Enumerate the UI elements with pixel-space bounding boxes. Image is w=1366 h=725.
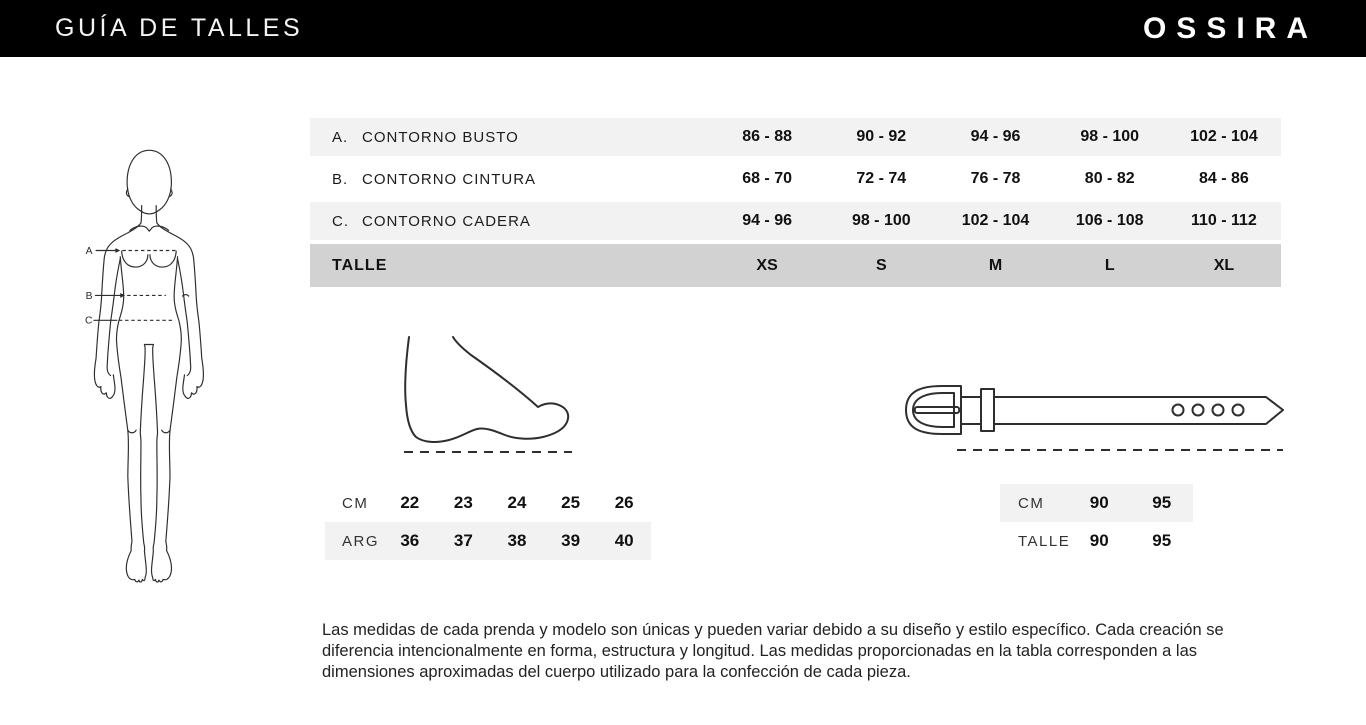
size-row	[310, 244, 1281, 287]
belt-keeper	[981, 389, 994, 431]
cell-value: 68 - 70	[742, 170, 792, 187]
cell-value: 110 - 112	[1190, 212, 1257, 229]
cell-value: 98 - 100	[851, 212, 911, 229]
header-bar	[0, 0, 1366, 57]
cell-value: 37	[453, 531, 473, 550]
cell-value: 23	[453, 493, 473, 512]
row-label: CONTORNO BUSTO	[362, 128, 519, 146]
cell-value: 98 - 100	[1080, 128, 1140, 145]
size-row-label: TALLE	[332, 256, 388, 274]
cell-value: 95	[1152, 531, 1172, 550]
figure-left-arm	[94, 206, 141, 399]
belt-hole	[1173, 405, 1184, 416]
cell-value: 94 - 96	[742, 212, 792, 229]
table-row	[325, 522, 651, 560]
cell-value: 94 - 96	[970, 128, 1021, 145]
foot-outline	[405, 337, 568, 442]
row-label: CM	[342, 494, 369, 512]
size-value: XL	[1213, 256, 1235, 274]
cell-value: 90	[1089, 531, 1109, 550]
belt-size-table	[1000, 484, 1193, 560]
cell-value: 24	[507, 493, 527, 512]
foot-illustration	[395, 330, 580, 460]
cell-value: 102 - 104	[1190, 128, 1258, 145]
belt-illustration	[900, 378, 1292, 458]
shoe-size-table	[325, 484, 651, 560]
size-table	[310, 118, 1281, 287]
table-row	[1000, 522, 1193, 560]
row-label: CM	[1018, 494, 1045, 512]
belt-hole	[1233, 405, 1244, 416]
cell-value: 80 - 82	[1084, 170, 1135, 187]
cell-value: 84 - 86	[1199, 170, 1249, 187]
cell-value: 90 - 92	[856, 128, 907, 145]
belt-strap	[994, 397, 1283, 424]
cell-value: 36	[400, 531, 420, 550]
table-row	[1000, 484, 1193, 522]
marker-c-label: C	[85, 315, 93, 327]
belt-hole	[1193, 405, 1204, 416]
body-figure-illustration	[85, 60, 275, 725]
belt-buckle-inner	[913, 393, 954, 427]
cell-value: 102 - 104	[961, 212, 1030, 229]
row-key: A.	[332, 128, 349, 146]
marker-b-label: B	[85, 290, 93, 302]
row-key: B.	[332, 170, 349, 188]
table-row	[325, 484, 651, 522]
table-row	[310, 160, 1281, 198]
cell-value: 90	[1089, 493, 1109, 512]
belt-prong	[915, 407, 960, 413]
cell-value: 26	[614, 493, 634, 512]
size-value: M	[988, 256, 1003, 274]
size-value: XS	[756, 256, 778, 274]
cell-value: 86 - 88	[742, 128, 792, 145]
cell-value: 72 - 74	[856, 170, 907, 187]
row-label: TALLE	[1018, 532, 1071, 550]
row-label: CONTORNO CINTURA	[362, 170, 537, 188]
marker-a-label: A	[85, 245, 93, 257]
cell-value: 39	[561, 531, 581, 550]
row-label: CONTORNO CADERA	[362, 212, 531, 230]
belt-hole	[1213, 405, 1224, 416]
figure-head	[127, 150, 171, 214]
cell-value: 25	[561, 493, 581, 512]
figure-right-arm	[156, 206, 203, 399]
cell-value: 38	[507, 531, 527, 550]
size-value: S	[875, 256, 887, 274]
row-key: C.	[332, 212, 349, 230]
cell-value: 95	[1152, 493, 1172, 512]
page-title: GUÍA DE TALLES	[55, 14, 304, 42]
brand-logo: OSSIRA	[1142, 11, 1318, 45]
size-value: L	[1104, 256, 1115, 274]
cell-value: 76 - 78	[970, 170, 1021, 187]
cell-value: 106 - 108	[1075, 212, 1144, 229]
measurement-disclaimer: Las medidas de cada prenda y modelo son únicas y pueden variar debido a su diseño y estilo específico. Cada creación se diferencia intencionalmente en forma, estructura y longitud. Las medidas proporcionadas en la tabla corresponden a las dimensiones aproximadas del cuerpo utilizado para la confección de cada pieza.	[322, 620, 1224, 681]
cell-value: 40	[614, 531, 634, 550]
row-label: ARG	[342, 532, 380, 550]
table-row	[310, 202, 1281, 240]
cell-value: 22	[400, 493, 420, 512]
figure-torso-legs	[117, 257, 182, 582]
table-row	[310, 118, 1281, 156]
